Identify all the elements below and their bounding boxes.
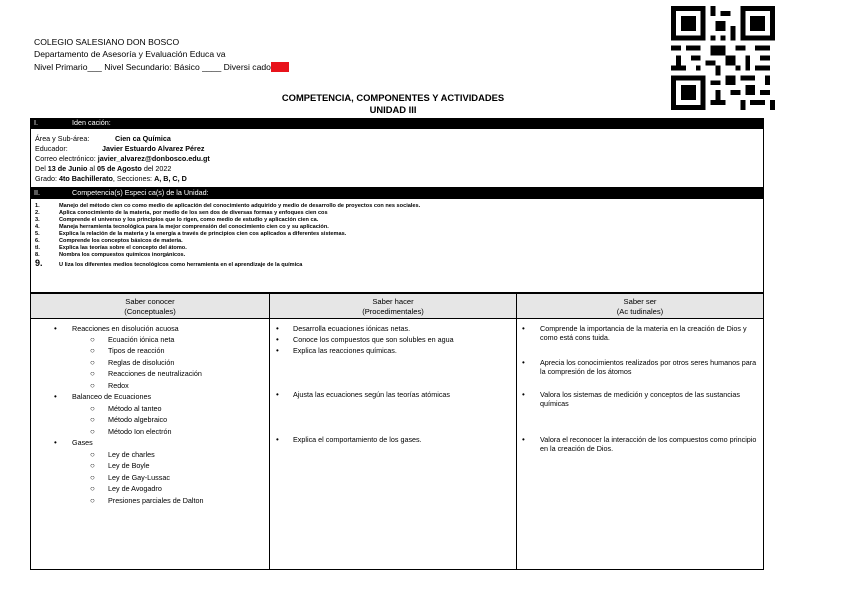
bullet-icon: •: [276, 346, 279, 355]
column-header-conocer: [30, 293, 270, 319]
circle-bullet-icon: ○: [90, 404, 95, 413]
procedure-item: Explica las reacciones químicas.: [293, 346, 397, 355]
attitude-item: Comprende la importancia de la materia en la creación de Dios y como está cons tuida.: [540, 324, 747, 342]
competency-item: [35, 245, 187, 252]
competency-item: [35, 252, 185, 259]
bullet-icon: •: [522, 435, 525, 444]
competency-text: Aplica conocimiento de la materia, por medio de los sen dos de diversas formas y enfoques cien cos: [59, 210, 328, 216]
topic-label: Reacciones en disolución acuosa: [72, 324, 179, 333]
competency-item: [35, 224, 329, 231]
bullet-icon: •: [522, 324, 525, 333]
circle-bullet-icon: ○: [90, 381, 95, 390]
attitude-item: Valora el reconocer la interacción de los compuestos como principio en la creación de Dios.: [540, 435, 757, 453]
level-text: Nivel Primario___ Nivel Secundario: Básico ____ Diversi cado: [34, 62, 271, 72]
circle-bullet-icon: ○: [90, 450, 95, 459]
date-end: 05 de Agosto: [96, 164, 142, 173]
circle-bullet-icon: ○: [90, 358, 95, 367]
procedure-item: Desarrolla ecuaciones iónicas netas.: [293, 324, 411, 333]
subtopic-item: Reacciones de neutralización: [108, 369, 202, 378]
department-name: Departamento de Asesoría y Evaluación Educa va: [34, 49, 226, 59]
page-title: COMPETENCIA, COMPONENTES Y ACTIVIDADES: [281, 92, 505, 103]
subtopic-item: Método algebraico: [108, 415, 168, 424]
red-highlight-box: [271, 62, 289, 72]
procedure-item: Ajusta las ecuaciones según las teorías atómicas: [293, 390, 451, 399]
subtopic-item: Ley de Avogadro: [108, 484, 162, 493]
circle-bullet-icon: ○: [90, 335, 95, 344]
competency-number: 3.: [35, 217, 40, 223]
section-competencies-bar: [30, 188, 764, 198]
bullet-icon: •: [522, 358, 525, 367]
section-number: II.: [34, 188, 40, 197]
competency-text: U liza los diferentes medios tecnológicos como herramienta en el aprendizaje de la química: [59, 262, 303, 268]
attitude-item: Valora los sistemas de medición y conceptos de las sustancias químicas: [540, 390, 741, 408]
sections-label: , Secciones:: [112, 174, 153, 183]
bullet-icon: •: [522, 390, 525, 399]
procedure-item: Conoce los compuestos que son solubles en agua: [293, 335, 454, 344]
topic-label: Balanceo de Ecuaciones: [72, 392, 152, 401]
competency-item: [35, 260, 302, 269]
competency-text: Explica la relación de la materia y la energía a través de principios cien cos aplicados a diferentes sistemas.: [59, 231, 347, 237]
email-label: Correo electrónico:: [35, 154, 96, 163]
column-header-ser: [516, 293, 764, 319]
bullet-icon: •: [276, 335, 279, 344]
competency-text: Maneja herramienta tecnológica para la mejor comprensión del conocimiento cien co y su aplicación.: [59, 224, 329, 230]
circle-bullet-icon: ○: [90, 415, 95, 424]
grade-row: [35, 174, 187, 183]
educator-value: Javier Estuardo Alvarez Pérez: [102, 144, 205, 153]
competency-text: Nombra los compuestos químicos inorgánicos.: [59, 252, 186, 258]
subtopic-item: Ecuación iónica neta: [108, 335, 175, 344]
school-name: COLEGIO SALESIANO DON BOSCO: [34, 37, 180, 47]
attitude-item: Aprecia los conocimientos realizados por otros seres humanos para la compresión de los átomos: [540, 358, 757, 376]
subtopic-item: Presiones parciales de Dalton: [108, 496, 204, 505]
competency-item: [35, 231, 346, 238]
bullet-icon: •: [276, 435, 279, 444]
sections-value: A, B, C, D: [154, 174, 187, 183]
competency-text: Manejo del método cien co como medio de aplicación del conocimiento adquirido y medio de desarrollo de proyectos con nes sociales.: [59, 203, 421, 209]
competency-number: 2.: [35, 210, 40, 216]
competency-number: 1.: [35, 203, 40, 209]
subtopic-item: Método al tanteo: [108, 404, 162, 413]
circle-bullet-icon: ○: [90, 473, 95, 482]
dates-mid: al: [89, 164, 95, 173]
dates-year: del 2022: [143, 164, 172, 173]
column-subtitle: (Procedimentales): [362, 307, 424, 316]
area-row: [35, 134, 171, 143]
competency-text: Comprende los conceptos básicos de materia.: [59, 238, 183, 244]
circle-bullet-icon: ○: [90, 496, 95, 505]
subtopic-item: Tipos de reacción: [108, 346, 165, 355]
column-title: Saber conocer: [125, 297, 175, 306]
circle-bullet-icon: ○: [90, 346, 95, 355]
column-subtitle: (Ac tudinales): [616, 307, 664, 316]
email-value: javier_alvarez@donbosco.edu.gt: [97, 154, 210, 163]
competency-number: 5.: [35, 231, 40, 237]
bullet-icon: •: [54, 324, 57, 333]
educator-label: Educador:: [35, 144, 68, 153]
area-value: Cien ca Química: [115, 134, 171, 143]
bullet-icon: •: [54, 392, 57, 401]
competency-item: [35, 217, 318, 224]
educator-row: [35, 144, 205, 153]
competency-text: Explica las teorías sobre el concepto del átomo.: [59, 245, 187, 251]
competency-number: tl.: [35, 245, 40, 251]
bullet-icon: •: [54, 438, 57, 447]
circle-bullet-icon: ○: [90, 484, 95, 493]
unit-title: UNIDAD III: [369, 104, 417, 115]
level-line: [34, 62, 289, 73]
column-body-hacer: [269, 318, 517, 570]
subtopic-item: Ley de Boyle: [108, 461, 150, 470]
column-subtitle: (Conceptuales): [124, 307, 176, 316]
dates-prefix: Del: [35, 164, 46, 173]
bullet-icon: •: [276, 324, 279, 333]
section-label: Competencia(s) Especi ca(s) de la Unidad:: [72, 188, 209, 197]
section-label: Iden cación:: [72, 118, 111, 127]
subtopic-item: Redox: [108, 381, 129, 390]
circle-bullet-icon: ○: [90, 427, 95, 436]
dates-row: [35, 164, 171, 173]
subtopic-item: Método Ion electrón: [108, 427, 172, 436]
circle-bullet-icon: ○: [90, 369, 95, 378]
column-header-hacer: [269, 293, 517, 319]
circle-bullet-icon: ○: [90, 461, 95, 470]
competency-number: 6.: [35, 238, 40, 244]
competency-item: [35, 203, 420, 210]
subtopic-item: Ley de charles: [108, 450, 155, 459]
bullet-icon: •: [276, 390, 279, 399]
competency-number: 8.: [35, 252, 40, 258]
section-number: I.: [34, 118, 38, 127]
competency-item: [35, 210, 328, 217]
column-title: Saber hacer: [372, 297, 414, 306]
date-start: 13 de Junio: [47, 164, 88, 173]
competency-text: Comprende el universo y los principios que lo rigen, como medio de estudio y aplicación cien ca.: [59, 217, 319, 223]
competency-number: 9.: [35, 258, 43, 268]
subtopic-item: Ley de Gay-Lussac: [108, 473, 170, 482]
topic-label: Gases: [72, 438, 93, 447]
grade-value: 4to Bachillerato: [58, 174, 113, 183]
grade-label: Grado:: [35, 174, 57, 183]
section-identification-bar: [30, 118, 764, 128]
column-title: Saber ser: [623, 297, 657, 306]
competency-number: 4.: [35, 224, 40, 230]
procedure-item: Explica el comportamiento de los gases.: [293, 435, 422, 444]
area-label: Área y Sub-área:: [35, 134, 90, 143]
subtopic-item: Reglas de disolución: [108, 358, 175, 367]
email-row: [35, 154, 210, 163]
competency-item: [35, 238, 183, 245]
column-body-conocer: [30, 318, 270, 570]
